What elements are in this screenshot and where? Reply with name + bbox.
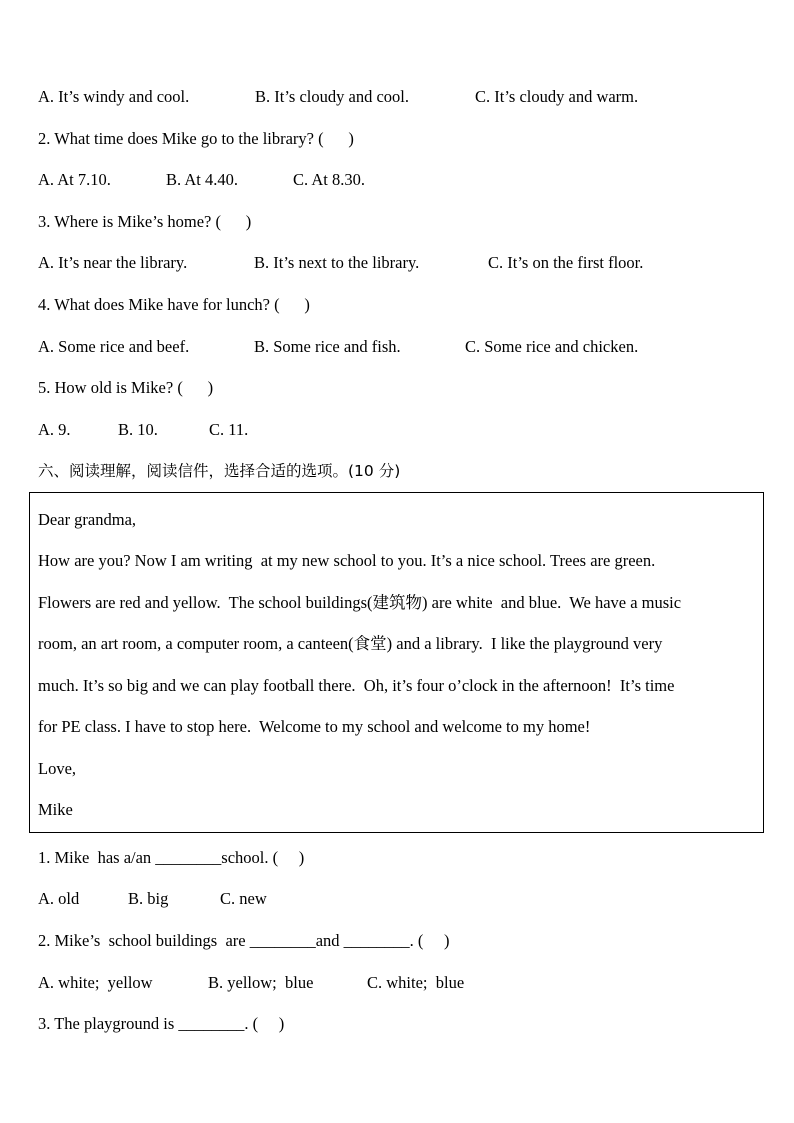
- q3-option-a: A. It’s near the library.: [38, 253, 188, 272]
- letter-line: much. It’s so big and we can play football there. Oh, it’s four o’clock in the afternoon! It’s time: [38, 676, 675, 695]
- q1-option-b: B. It’s cloudy and cool.: [255, 87, 409, 106]
- r1-option-c: C. new: [220, 889, 267, 908]
- r3-question: 3. The playground is ________. ( ): [38, 1014, 285, 1033]
- q2-question: 2. What time does Mike go to the library? ( ): [38, 129, 354, 148]
- q1-option-a: A. It’s windy and cool.: [38, 87, 190, 106]
- letter-line: How are you? Now I am writing at my new school to you. It’s a nice school. Trees are green.: [38, 551, 656, 570]
- q1-option-c: C. It’s cloudy and warm.: [475, 87, 639, 106]
- letter-greeting: Dear grandma,: [38, 510, 137, 529]
- q5-option-c: C. 11.: [209, 420, 249, 439]
- r2-option-c: C. white; blue: [367, 973, 465, 992]
- section-heading: 六、阅读理解，阅读信件，选择合适的选项。(10 分): [38, 462, 401, 480]
- q4-question: 4. What does Mike have for lunch? ( ): [38, 295, 310, 314]
- q4-option-a: A. Some rice and beef.: [38, 337, 190, 356]
- q5-option-a: A. 9.: [38, 420, 71, 439]
- r1-option-a: A. old: [38, 889, 80, 908]
- r1-option-b: B. big: [128, 889, 169, 908]
- r2-option-a: A. white; yellow: [38, 973, 153, 992]
- q4-option-c: C. Some rice and chicken.: [465, 337, 639, 356]
- q2-option-c: C. At 8.30.: [293, 170, 365, 189]
- letter-line: room, an art room, a computer room, a canteen(食堂) and a library. I like the playground very: [38, 634, 663, 653]
- letter-signature: Mike: [38, 800, 73, 819]
- q3-option-c: C. It’s on the first floor.: [488, 253, 644, 272]
- q2-option-b: B. At 4.40.: [166, 170, 238, 189]
- q5-option-b: B. 10.: [118, 420, 158, 439]
- q3-option-b: B. It’s next to the library.: [254, 253, 420, 272]
- q3-question: 3. Where is Mike’s home? ( ): [38, 212, 252, 231]
- letter-box: [29, 492, 764, 833]
- q2-option-a: A. At 7.10.: [38, 170, 111, 189]
- r1-question: 1. Mike has a/an ________school. ( ): [38, 848, 305, 867]
- q4-option-b: B. Some rice and fish.: [254, 337, 401, 356]
- letter-line: for PE class. I have to stop here. Welcome to my school and welcome to my home!: [38, 717, 591, 736]
- r2-question: 2. Mike’s school buildings are ________and ________. ( ): [38, 931, 450, 950]
- letter-closing: Love,: [38, 759, 77, 778]
- letter-line: Flowers are red and yellow. The school buildings(建筑物) are white and blue. We have a music: [38, 593, 682, 612]
- q5-question: 5. How old is Mike? ( ): [38, 378, 214, 397]
- r2-option-b: B. yellow; blue: [208, 973, 314, 992]
